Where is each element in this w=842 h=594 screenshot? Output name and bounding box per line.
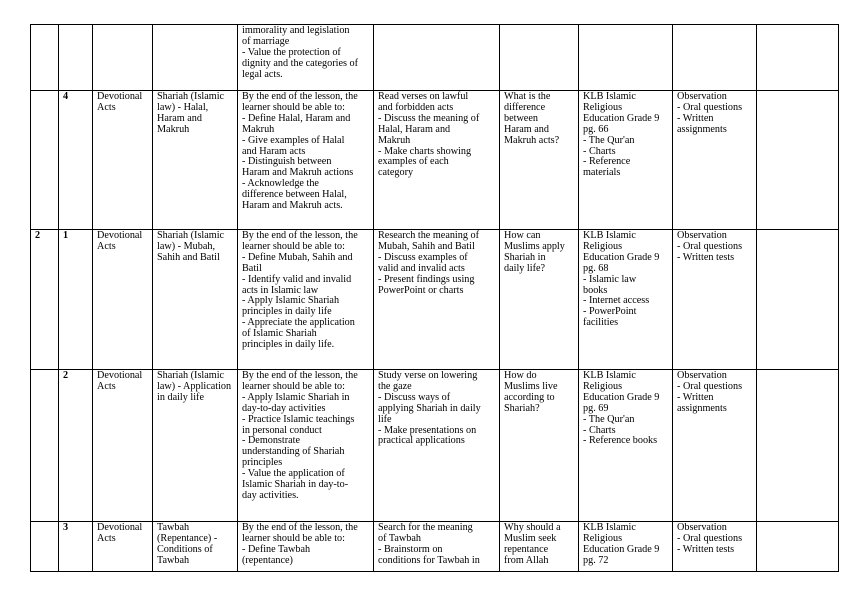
cell-line: category — [378, 167, 414, 179]
remarks-cell — [757, 522, 839, 572]
cell-line: daily life? — [504, 262, 546, 274]
cell-line: pg. 72 — [583, 554, 609, 566]
cell-line: Religious — [583, 532, 623, 544]
cell-line: Search for the meaning — [378, 522, 473, 533]
cell-line: - Oral questions — [677, 380, 743, 392]
cell-line: learner should be able to: — [242, 240, 345, 252]
cell-line: How can — [504, 230, 541, 241]
cell-line: - Internet access — [583, 295, 650, 307]
cell-line: - Charts — [583, 145, 616, 157]
cell-line: By the end of the lesson, the — [242, 91, 358, 102]
cell-line: repentance — [504, 543, 549, 555]
strand-cell-text: Devotional Acts — [97, 230, 143, 252]
cell-line: learner should be able to: — [242, 101, 345, 113]
cell-line: - Make charts showing — [378, 145, 472, 157]
cell-line: - Discuss ways of — [378, 391, 451, 403]
sub-strand-cell-text: Shariah (Islamic law) - Halal, Haram and Makruh — [157, 91, 225, 135]
lesson-cell-text: 4 — [63, 91, 69, 102]
cell-line: What is the — [504, 91, 551, 102]
cell-line: Education Grade 9 — [583, 251, 660, 263]
cell-line: of Islamic Shariah — [242, 328, 317, 340]
table-row — [31, 25, 839, 91]
cell-line: practical applications — [378, 435, 465, 447]
cell-line: principles — [242, 457, 283, 469]
cell-line: Haram and Makruh acts. — [242, 200, 343, 212]
cell-line: books — [583, 284, 608, 296]
cell-line: between — [504, 112, 538, 124]
cell-line: Shariah in — [504, 251, 546, 263]
cell-line: difference between Halal, — [242, 189, 347, 201]
assessment-cell — [673, 25, 757, 91]
scheme-of-work-table — [30, 24, 839, 572]
cell-line: KLB Islamic — [583, 91, 636, 102]
table-row — [31, 522, 839, 572]
sub-strand-cell-text: Shariah (Islamic law) - Application in daily life — [157, 370, 232, 403]
learning-outcomes-cell — [238, 370, 374, 522]
cell-line: learner should be able to: — [242, 380, 345, 392]
learning-resources-cell — [579, 522, 673, 572]
lesson-cell — [59, 230, 93, 370]
strand-cell — [93, 25, 153, 91]
cell-line: pg. 66 — [583, 123, 609, 135]
cell-line: dignity and the categories of — [242, 57, 358, 69]
week-cell-text: 2 — [35, 230, 41, 241]
cell-line: - Acknowledge the — [242, 178, 319, 190]
cell-line: principles in daily life. — [242, 339, 335, 351]
sub-strand-cell — [153, 370, 238, 522]
cell-line: in personal conduct — [242, 424, 322, 436]
strand-cell — [93, 230, 153, 370]
cell-line: Makruh — [378, 134, 411, 146]
lesson-cell — [59, 522, 93, 572]
cell-line: - Distinguish between — [242, 156, 332, 168]
cell-line: - Islamic law — [583, 273, 637, 285]
cell-line: immorality and legislation — [242, 25, 350, 36]
cell-line: - Reference — [583, 156, 631, 168]
lesson-cell-text: 2 — [63, 370, 69, 381]
cell-line: pg. 69 — [583, 402, 609, 414]
cell-line: By the end of the lesson, the — [242, 230, 358, 241]
cell-line: Observation — [677, 522, 727, 533]
cell-line: Muslims apply — [504, 240, 565, 252]
learning-experiences-cell — [374, 91, 500, 230]
cell-line: Mubah, Sahih and Batil — [378, 240, 475, 252]
table-body — [31, 25, 839, 572]
cell-line: conditions for Tawbah in — [378, 554, 480, 566]
key-inquiry-question-cell — [500, 25, 579, 91]
cell-line: the gaze — [378, 380, 412, 392]
cell-line: - Apply Islamic Shariah — [242, 295, 340, 307]
cell-line: assignments — [677, 402, 727, 414]
assessment-cell — [673, 370, 757, 522]
cell-line: Religious — [583, 240, 623, 252]
cell-line: Muslim seek — [504, 532, 557, 544]
assessment-cell — [673, 230, 757, 370]
cell-line: - Practice Islamic teachings — [242, 413, 355, 425]
cell-line: - Identify valid and invalid — [242, 273, 352, 285]
cell-line: materials — [583, 167, 621, 179]
cell-line: - Define Halal, Haram and — [242, 112, 351, 124]
cell-line: and forbidden acts — [378, 101, 454, 113]
cell-line: - The Qur'an — [583, 413, 635, 425]
cell-line: Makruh acts? — [504, 134, 560, 146]
sub-strand-cell-text: Tawbah (Repentance) - Conditions of Tawbah — [157, 522, 218, 566]
cell-line: Muslims live — [504, 380, 558, 392]
cell-line: of marriage — [242, 35, 290, 47]
cell-line: Makruh — [242, 123, 275, 135]
cell-line: - Oral questions — [677, 532, 743, 544]
cell-line: - Reference books — [583, 435, 658, 447]
cell-line: - Define Mubah, Sahih and — [242, 251, 353, 263]
cell-line: according to — [504, 391, 555, 403]
cell-line: legal acts. — [242, 68, 283, 80]
strand-cell-text: Devotional Acts — [97, 370, 143, 392]
cell-line: day activities. — [242, 489, 299, 501]
cell-line: - Written — [677, 391, 714, 403]
strand-cell — [93, 370, 153, 522]
cell-line: - Brainstorm on — [378, 543, 443, 555]
cell-line: Study verse on lowering — [378, 370, 478, 381]
week-cell — [31, 522, 59, 572]
sub-strand-cell — [153, 25, 238, 91]
assessment-cell — [673, 91, 757, 230]
cell-line: - Discuss examples of — [378, 251, 468, 263]
remarks-cell — [757, 91, 839, 230]
cell-line: (repentance) — [242, 554, 293, 566]
cell-line: How do — [504, 370, 537, 381]
sub-strand-cell — [153, 230, 238, 370]
cell-line: - PowerPoint — [583, 306, 637, 318]
cell-line: - Apply Islamic Shariah in — [242, 391, 350, 403]
sub-strand-cell — [153, 91, 238, 230]
cell-line: life — [378, 413, 392, 425]
cell-line: - Written tests — [677, 251, 735, 263]
cell-line: KLB Islamic — [583, 370, 636, 381]
cell-line: - Value the application of — [242, 468, 345, 480]
cell-line: - The Qur'an — [583, 134, 635, 146]
lesson-cell-text: 3 — [63, 522, 69, 533]
cell-line: - Written — [677, 112, 714, 124]
cell-line: of Tawbah — [378, 532, 421, 544]
learning-resources-cell — [579, 370, 673, 522]
week-cell — [31, 370, 59, 522]
key-inquiry-question-cell — [500, 91, 579, 230]
cell-line: - Make presentations on — [378, 424, 477, 436]
cell-line: Halal, Haram and — [378, 123, 451, 135]
cell-line: Education Grade 9 — [583, 543, 660, 555]
table-row — [31, 370, 839, 522]
cell-line: - Demonstrate — [242, 435, 300, 447]
learning-outcomes-cell — [238, 230, 374, 370]
learning-outcomes-cell — [238, 25, 374, 91]
cell-line: facilities — [583, 317, 619, 329]
sub-strand-cell-text: Shariah (Islamic law) - Mubah, Sahih and Batil — [157, 230, 225, 263]
cell-line: - Give examples of Halal — [242, 134, 345, 146]
cell-line: difference — [504, 101, 546, 113]
strand-cell — [93, 522, 153, 572]
strand-cell-text: Devotional Acts — [97, 522, 143, 544]
cell-line: PowerPoint or charts — [378, 284, 464, 296]
cell-line: Haram and Makruh actions — [242, 167, 354, 179]
cell-line: - Present findings using — [378, 273, 475, 285]
cell-line: acts in Islamic law — [242, 284, 319, 296]
cell-line: - Discuss the meaning of — [378, 112, 480, 124]
lesson-cell — [59, 25, 93, 91]
remarks-cell — [757, 230, 839, 370]
cell-line: and Haram acts — [242, 145, 306, 157]
cell-line: Observation — [677, 230, 727, 241]
week-cell — [31, 230, 59, 370]
cell-line: examples of each — [378, 156, 449, 168]
cell-line: day-to-day activities — [242, 402, 326, 414]
cell-line: Religious — [583, 380, 623, 392]
cell-line: Shariah? — [504, 402, 540, 414]
week-cell — [31, 91, 59, 230]
assessment-cell — [673, 522, 757, 572]
remarks-cell — [757, 370, 839, 522]
cell-line: Read verses on lawful — [378, 91, 469, 102]
cell-line: Islamic Shariah in day-to- — [242, 479, 349, 491]
cell-line: Education Grade 9 — [583, 112, 660, 124]
cell-line: from Allah — [504, 554, 549, 566]
cell-line: learner should be able to: — [242, 532, 345, 544]
key-inquiry-question-cell — [500, 230, 579, 370]
learning-outcomes-cell — [238, 522, 374, 572]
learning-experiences-cell — [374, 370, 500, 522]
cell-line: - Written tests — [677, 543, 735, 555]
table-row — [31, 91, 839, 230]
key-inquiry-question-cell — [500, 370, 579, 522]
learning-resources-cell — [579, 91, 673, 230]
strand-cell — [93, 91, 153, 230]
lesson-cell-text: 1 — [63, 230, 69, 241]
lesson-cell — [59, 370, 93, 522]
learning-experiences-cell — [374, 25, 500, 91]
cell-line: Observation — [677, 370, 727, 381]
cell-line: By the end of the lesson, the — [242, 370, 358, 381]
cell-line: Religious — [583, 101, 623, 113]
cell-line: - Value the protection of — [242, 46, 341, 58]
cell-line: By the end of the lesson, the — [242, 522, 358, 533]
cell-line: principles in daily life — [242, 306, 332, 318]
sub-strand-cell — [153, 522, 238, 572]
cell-line: Why should a — [504, 522, 561, 533]
cell-line: pg. 68 — [583, 262, 609, 274]
cell-line: KLB Islamic — [583, 230, 636, 241]
cell-line: - Oral questions — [677, 101, 743, 113]
learning-resources-cell — [579, 230, 673, 370]
cell-line: Observation — [677, 91, 727, 102]
cell-line: valid and invalid acts — [378, 262, 465, 274]
learning-experiences-cell — [374, 522, 500, 572]
learning-outcomes-cell — [238, 91, 374, 230]
cell-line: assignments — [677, 123, 727, 135]
remarks-cell — [757, 25, 839, 91]
cell-line: Education Grade 9 — [583, 391, 660, 403]
cell-line: - Oral questions — [677, 240, 743, 252]
cell-line: applying Shariah in daily — [378, 402, 481, 414]
cell-line: Research the meaning of — [378, 230, 479, 241]
cell-line: understanding of Shariah — [242, 446, 345, 458]
cell-line: KLB Islamic — [583, 522, 636, 533]
learning-experiences-cell — [374, 230, 500, 370]
cell-line: - Charts — [583, 424, 616, 436]
table-row — [31, 230, 839, 370]
cell-line: Batil — [242, 262, 262, 274]
cell-line: - Appreciate the application — [242, 317, 355, 329]
strand-cell-text: Devotional Acts — [97, 91, 143, 113]
learning-resources-cell — [579, 25, 673, 91]
week-cell — [31, 25, 59, 91]
key-inquiry-question-cell — [500, 522, 579, 572]
cell-line: - Define Tawbah — [242, 543, 311, 555]
cell-line: Haram and — [504, 123, 549, 135]
lesson-cell — [59, 91, 93, 230]
